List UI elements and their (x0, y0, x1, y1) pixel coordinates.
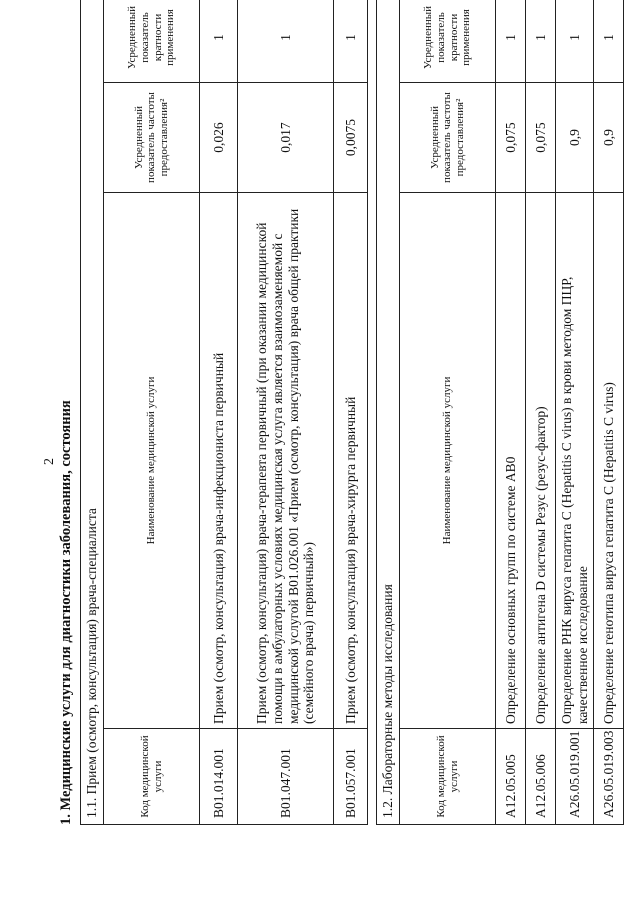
table-row (334, 0, 368, 825)
service-name: Определение генотипа вируса гепатита C (Hepatitis C virus) (594, 193, 624, 729)
header-name: Наименование медицинской услуги (400, 193, 496, 729)
frequency-value: 0,017 (238, 83, 334, 193)
service-code: B01.047.001 (238, 729, 334, 825)
header-code: Код медицинской услуги (400, 729, 496, 825)
subsection-title: 1.1. Прием (осмотр, консультация) врача-специалиста (81, 0, 104, 825)
multiplicity-value: 1 (200, 0, 238, 83)
service-code: B01.057.001 (334, 729, 368, 825)
table-header-row (104, 0, 200, 825)
frequency-value: 0,9 (556, 83, 594, 193)
page-number: 2 (42, 458, 57, 465)
service-name: Прием (осмотр, консультация) врача-инфекциониста первичный (200, 193, 238, 729)
multiplicity-value: 1 (496, 0, 526, 83)
multiplicity-value: 1 (556, 0, 594, 83)
service-code: A12.05.006 (526, 729, 556, 825)
subsection-title: 1.2. Лабораторные методы исследования (377, 0, 400, 825)
table-row (496, 0, 526, 825)
service-name: Прием (осмотр, консультация) врача-хирурга первичный (334, 193, 368, 729)
multiplicity-value: 1 (238, 0, 334, 83)
table-row (526, 0, 556, 825)
service-name: Определение основных групп по системе AB0 (496, 193, 526, 729)
header-frequency: Усредненный показатель частоты предоставления² (104, 83, 200, 193)
service-code: A26.05.019.003 (594, 729, 624, 825)
table-specialist-consultation (80, 0, 368, 825)
service-code: A12.05.005 (496, 729, 526, 825)
header-code: Код медицинской услуги (104, 729, 200, 825)
multiplicity-value: 1 (526, 0, 556, 83)
section-heading: 1. Медицинские услуги для диагностики заболевания, состояния (58, 400, 74, 825)
frequency-value: 0,075 (496, 83, 526, 193)
frequency-value: 0,0075 (334, 83, 368, 193)
table-row (556, 0, 594, 825)
table-header-row (400, 0, 496, 825)
table-row (238, 0, 334, 825)
header-multiplicity: Усредненный показатель кратности применения (104, 0, 200, 83)
table-row (200, 0, 238, 825)
service-code: A26.05.019.001 (556, 729, 594, 825)
frequency-value: 0,075 (526, 83, 556, 193)
multiplicity-value: 1 (334, 0, 368, 83)
multiplicity-value: 1 (594, 0, 624, 83)
header-frequency: Усредненный показатель частоты предоставления² (400, 83, 496, 193)
service-name: Прием (осмотр, консультация) врача-терапевта первичный (при оказании медицинской помощи в амбулаторных условиях медицинская услуга является взаимозаменяемой с медицинской услугой B01.026.001 «Прием (осмотр, консультация) врача общей практики (семейного врача) первичный») (238, 193, 334, 729)
frequency-value: 0,026 (200, 83, 238, 193)
service-code: B01.014.001 (200, 729, 238, 825)
subsection-row (377, 0, 400, 825)
subsection-row (81, 0, 104, 825)
service-name: Определение РНК вируса гепатита C (Hepatitis C virus) в крови методом ПЦР, качественное исследование (556, 193, 594, 729)
service-name: Определение антигена D системы Резус (резус-фактор) (526, 193, 556, 729)
header-multiplicity: Усредненный показатель кратности применения (400, 0, 496, 83)
frequency-value: 0,9 (594, 83, 624, 193)
table-row (594, 0, 624, 825)
table-laboratory-methods (376, 0, 624, 825)
header-name: Наименование медицинской услуги (104, 193, 200, 729)
